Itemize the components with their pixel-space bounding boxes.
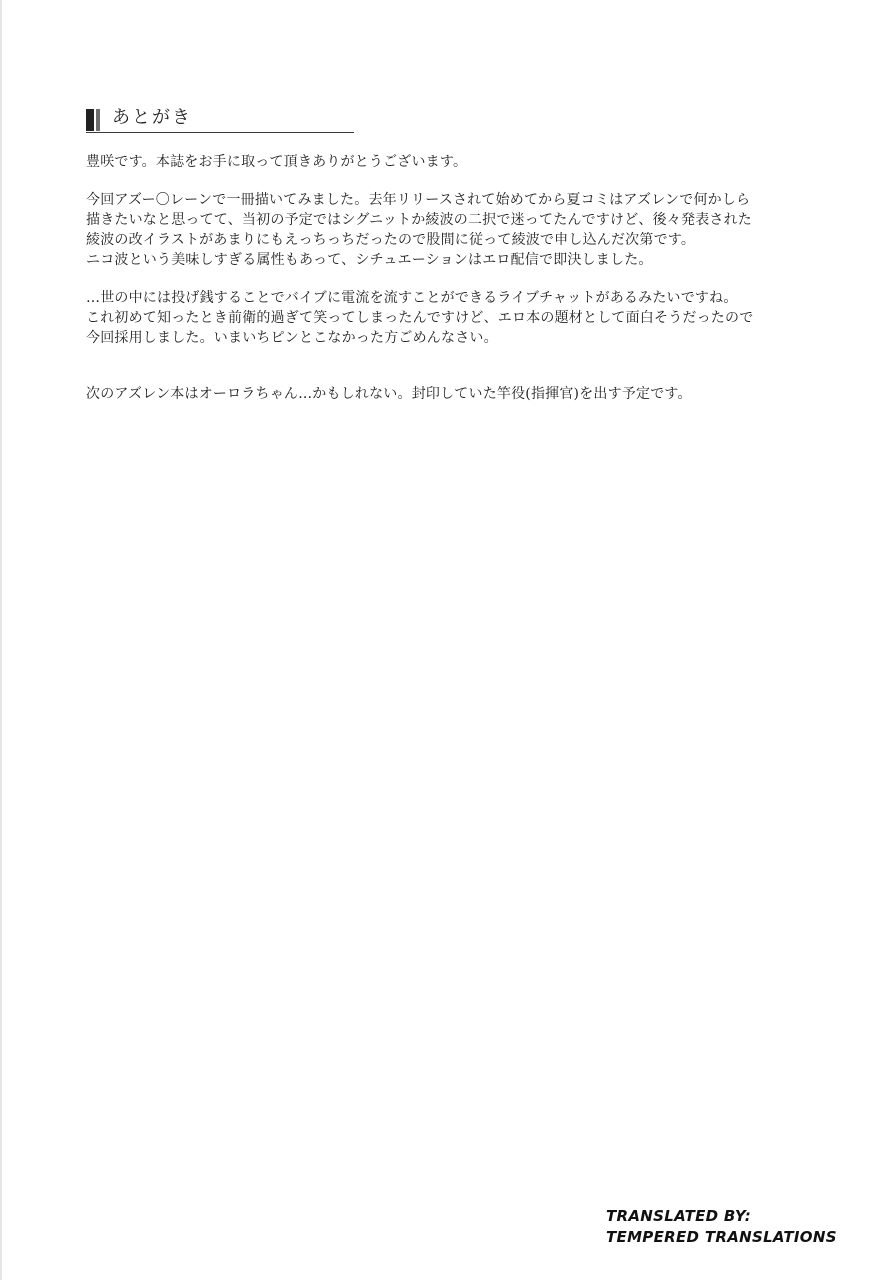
- paragraph-line: …世の中には投げ銭することでバイブに電流を流すことができるライブチャットがあるみたいですね。: [86, 290, 738, 306]
- paragraph-line: ニコ波という美味しすぎる属性もあって、シチュエーションはエロ配信で即決しました。: [86, 252, 653, 268]
- paragraph-line: 今回採用しました。いまいちピンとこなかった方ごめんなさい。: [86, 330, 498, 346]
- paragraph-line: 綾波の改イラストがあまりにもえっちっちだったので股間に従って綾波で申し込んだ次第です。: [86, 232, 696, 248]
- page-edge: [0, 0, 2, 1280]
- translation-credit: [606, 1206, 837, 1248]
- afterword-body: [86, 152, 826, 404]
- credit-line-1: TRANSLATED BY:: [606, 1207, 752, 1225]
- paragraph-livechat: [86, 288, 826, 348]
- credit-line-2: TEMPERED TRANSLATIONS: [606, 1228, 837, 1246]
- paragraph-book-origin: [86, 190, 826, 270]
- heading-title: あとがき: [112, 107, 192, 128]
- paragraph-line: これ初めて知ったとき前衛的過ぎて笑ってしまったんですけど、エロ本の題材として面白そうだったので: [86, 310, 754, 326]
- paragraph-next-book: [86, 384, 826, 404]
- paragraph-line: 今回アズー〇レーンで一冊描いてみました。去年リリースされて始めてから夏コミはアズレンで何かしら: [86, 192, 751, 208]
- heading-marker-bar: [86, 109, 94, 131]
- paragraph-greeting: [86, 152, 826, 172]
- paragraph-line: 次のアズレン本はオーロラちゃん…かもしれない。封印していた竿役(指揮官)を出す予定です。: [86, 386, 692, 402]
- paragraph-line: 描きたいなと思ってて、当初の予定ではシグニットか綾波の二択で迷ってたんですけど、後々発表された: [86, 212, 752, 228]
- paragraph-line: 豊咲です。本誌をお手に取って頂きありがとうございます。: [86, 154, 468, 170]
- heading-marker-thin-bar: [96, 109, 100, 131]
- section-heading: [86, 106, 354, 133]
